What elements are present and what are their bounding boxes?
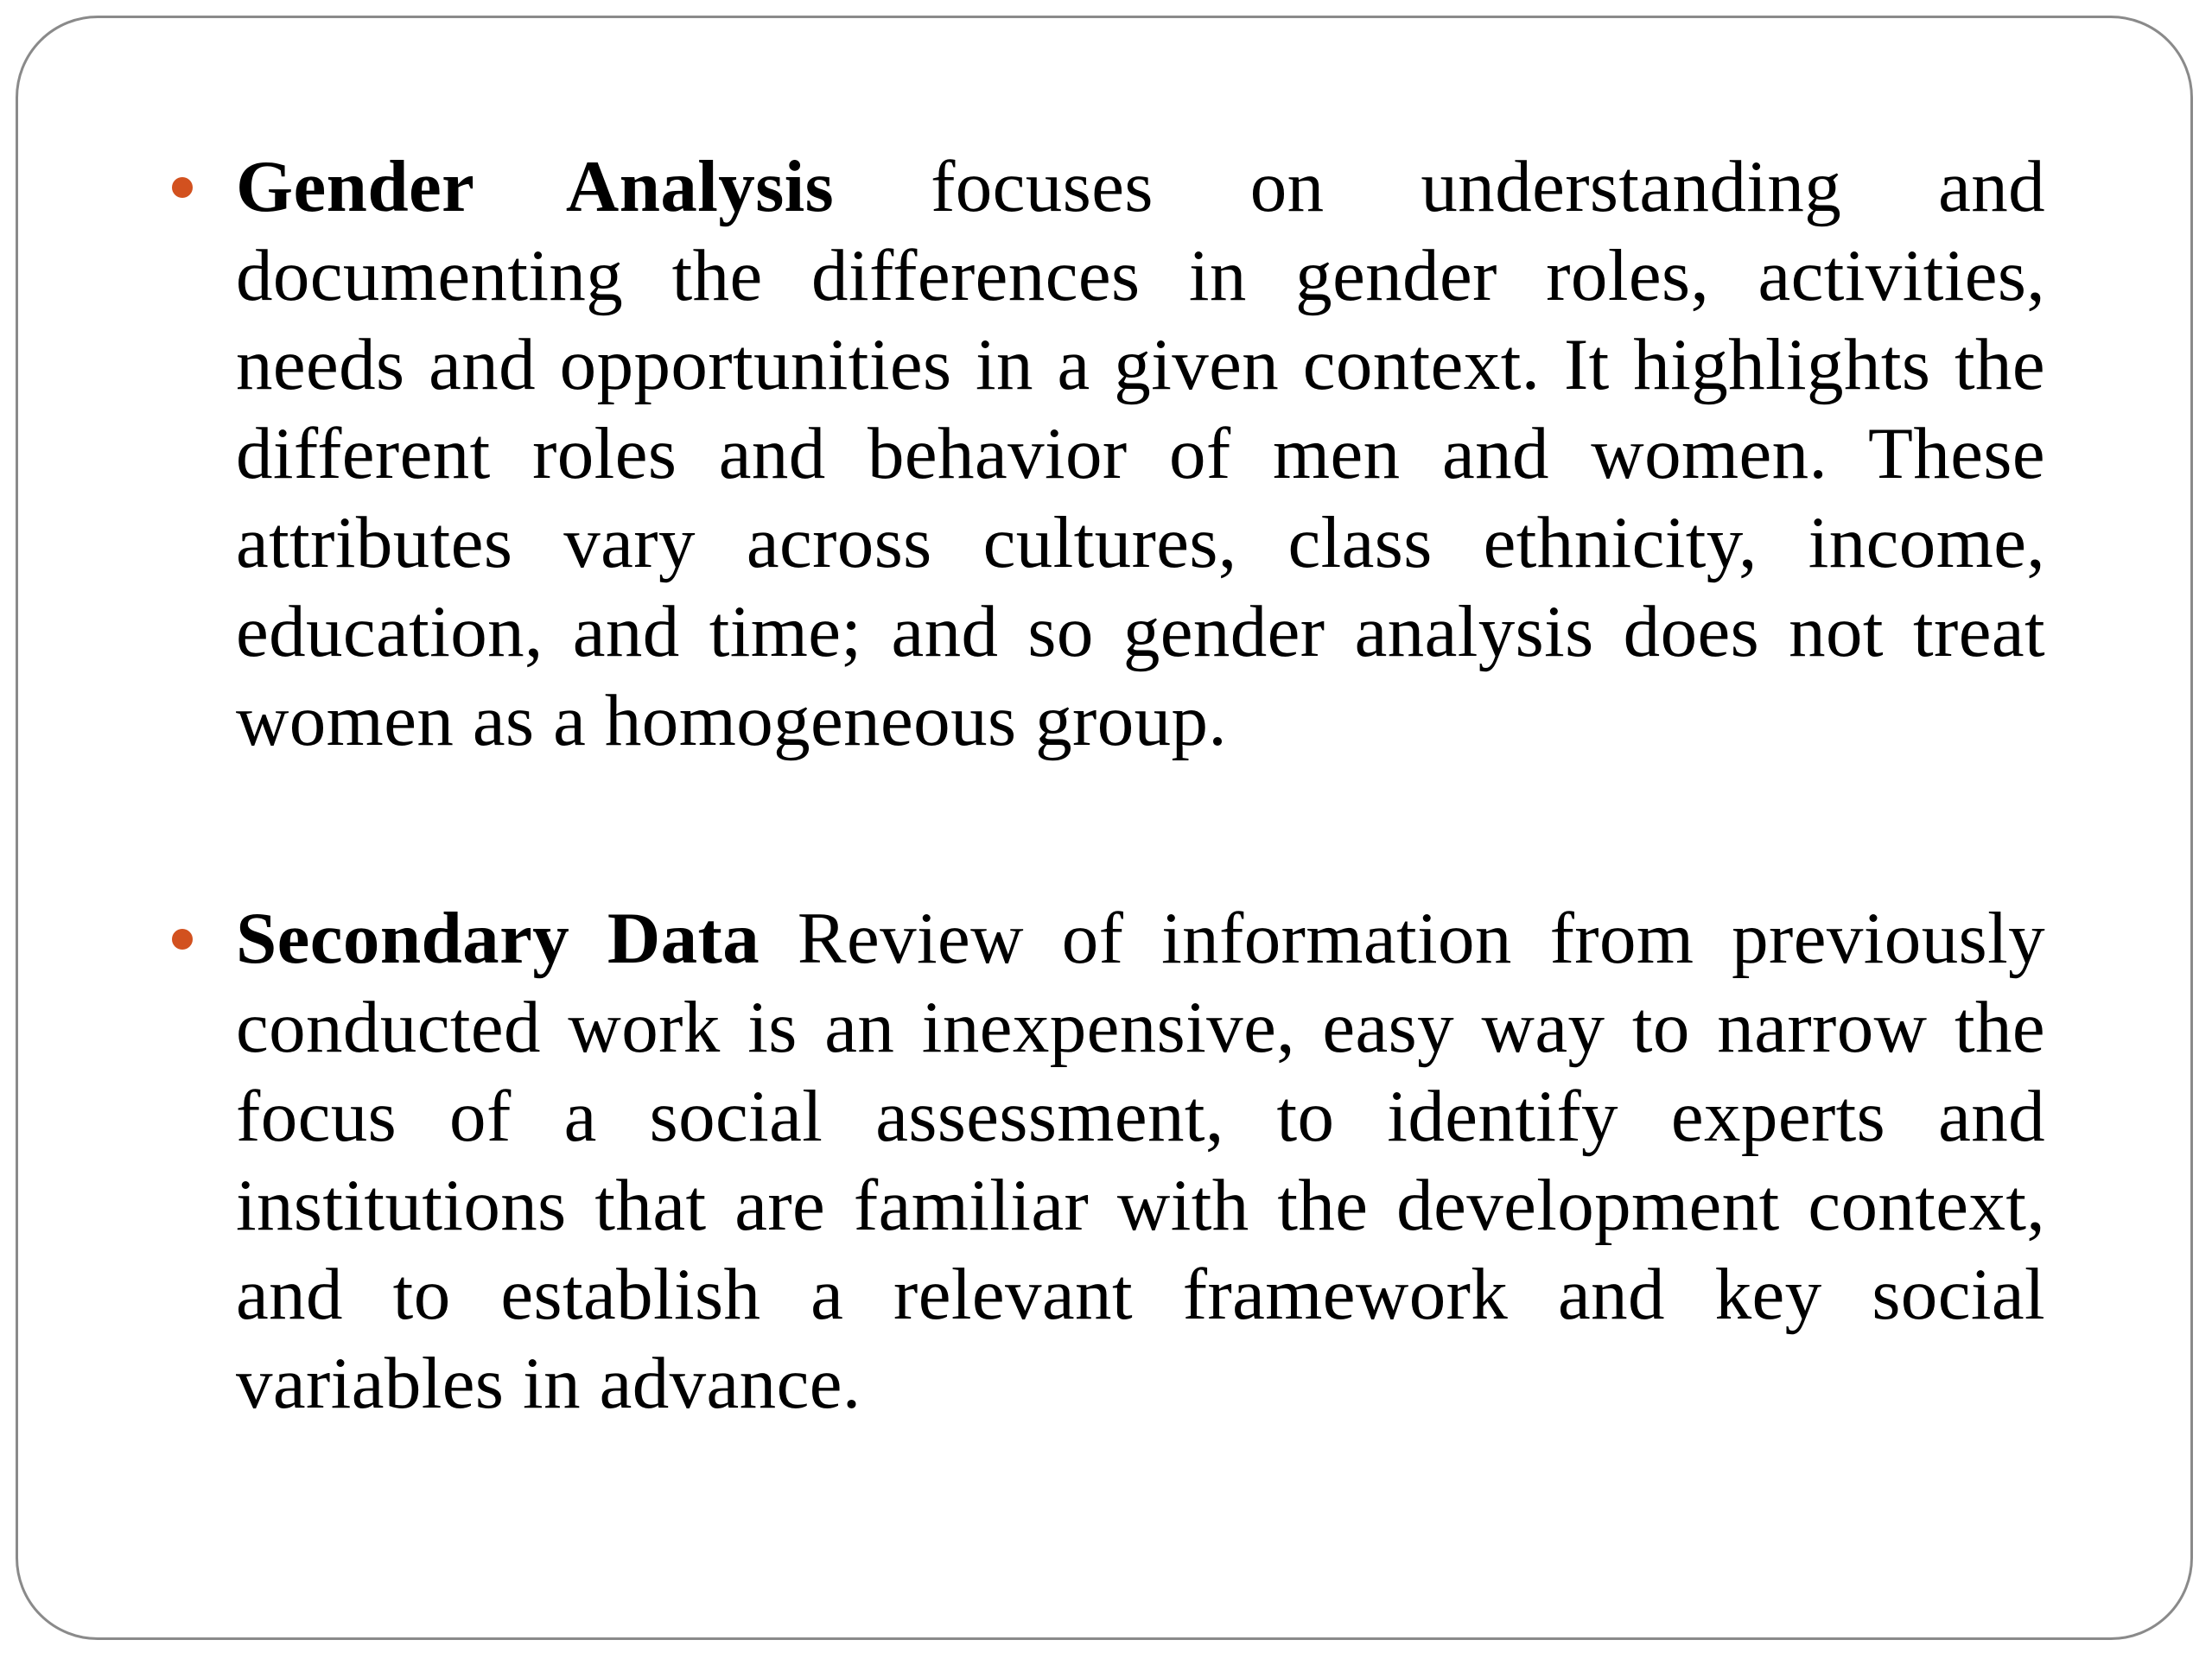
bullet-list (236, 143, 2045, 1428)
slide-frame (16, 16, 2193, 1640)
bullet-text: focuses on understanding and documenting the differences in gender roles, activities, needs and opportunities in a given context. It highlights the different roles and behavior of men and women. These attributes vary across cultures, class ethnicity, income, education, and time; and so gender analysis does not treat women as a homogeneous group. (236, 146, 2045, 761)
bullet-dot-icon (172, 177, 193, 198)
bullet-secondary-data (236, 894, 2045, 1428)
bullet-term: Gender Analysis (236, 146, 931, 227)
bullet-text: Review of information from previously conducted work is an inexpensive, easy way to narrow the focus of a social assessment, to identify experts and institutions that are familiar with the development context, and to establish a relevant framework and key social variables in advance. (236, 898, 2045, 1424)
bullet-dot-icon (172, 929, 193, 950)
bullet-gender-analysis (236, 143, 2045, 766)
bullet-term: Secondary Data (236, 898, 798, 979)
